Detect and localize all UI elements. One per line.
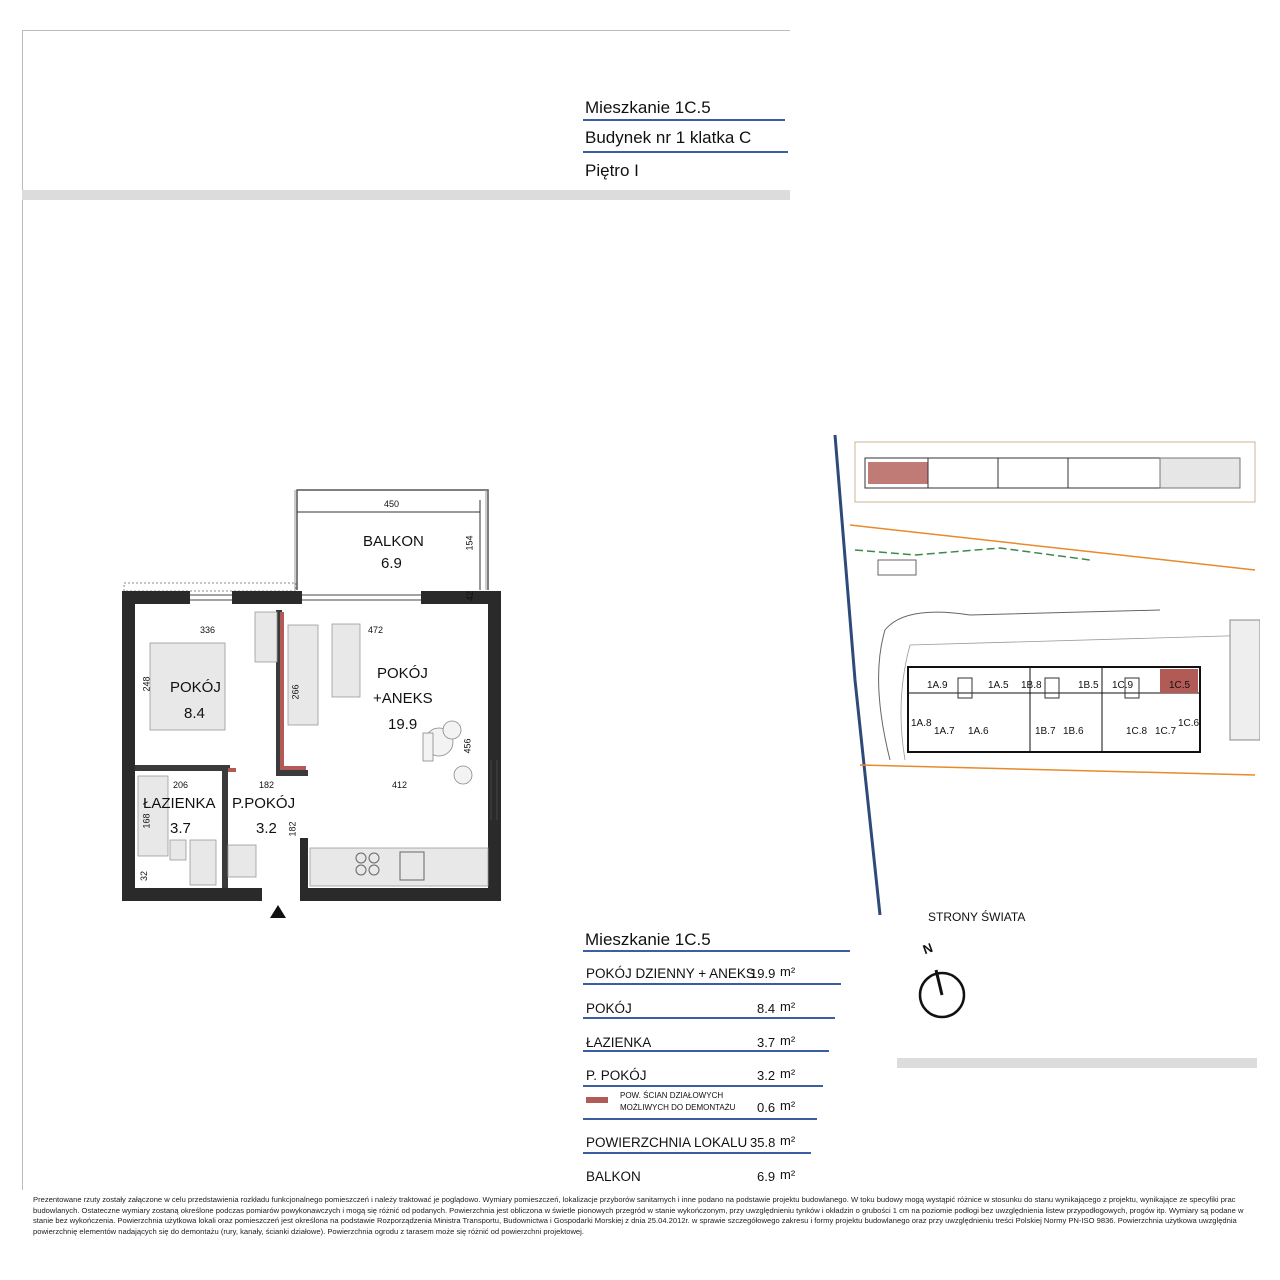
header-apartment: Mieszkanie 1C.5 bbox=[585, 98, 711, 117]
balcony-summary-unit: m² bbox=[780, 1167, 796, 1182]
summary-underline bbox=[583, 1152, 811, 1154]
balkon-label: BALKON bbox=[363, 533, 424, 550]
summary-title-underline bbox=[583, 950, 850, 952]
site-map-border bbox=[835, 435, 880, 915]
summary-underline bbox=[583, 1017, 835, 1019]
unit-label-highlight: 1C.5 bbox=[1169, 680, 1191, 691]
lazienka-label: ŁAZIENKA bbox=[143, 795, 216, 812]
balcony-summary-value: 6.9 bbox=[757, 1169, 776, 1184]
walls-value: 0.6 bbox=[757, 1100, 776, 1115]
unit-label: 1C.8 bbox=[1126, 726, 1148, 737]
compass-gray-bar bbox=[897, 1058, 1257, 1068]
dim-206: 206 bbox=[173, 780, 189, 790]
unit-label: 1A.8 bbox=[911, 718, 932, 729]
dim-472: 472 bbox=[368, 625, 384, 635]
przedpokoj-area: 3.2 bbox=[256, 820, 277, 837]
dim-182a: 182 bbox=[259, 780, 275, 790]
dim-154: 154 bbox=[464, 535, 475, 551]
summary-underline bbox=[583, 1085, 823, 1087]
dim-336: 336 bbox=[200, 625, 216, 635]
dim-412: 412 bbox=[392, 780, 408, 790]
dim-248: 248 bbox=[141, 676, 152, 692]
unit-label: 1B.7 bbox=[1035, 726, 1056, 737]
summary-underline bbox=[583, 1118, 817, 1120]
walls-label-2: MOŻLIWYCH DO DEMONTAŻU bbox=[620, 1103, 736, 1112]
balkon-area: 6.9 bbox=[381, 555, 402, 572]
walls-label-1: POW. ŚCIAN DZIAŁOWYCH bbox=[620, 1091, 724, 1100]
summary-row-label: POKÓJ bbox=[586, 1001, 632, 1016]
total-value: 35.8 bbox=[750, 1135, 776, 1150]
summary-row-unit: m² bbox=[780, 1066, 796, 1081]
summary-row-unit: m² bbox=[780, 964, 796, 979]
compass-north-label: N bbox=[920, 939, 935, 958]
header-underline-2 bbox=[583, 151, 788, 153]
pokoj-aneks-label-1: POKÓJ bbox=[377, 665, 428, 682]
compass-title: STRONY ŚWIATA bbox=[928, 910, 1026, 924]
summary-underline bbox=[583, 983, 841, 985]
summary-row-value: 3.7 bbox=[757, 1035, 776, 1050]
summary-underline bbox=[583, 1050, 829, 1052]
unit-label: 1B.5 bbox=[1078, 680, 1099, 691]
pokoj-area: 8.4 bbox=[184, 705, 205, 722]
pokoj-label: POKÓJ bbox=[170, 679, 221, 696]
balcony-summary-label: BALKON bbox=[586, 1169, 641, 1184]
summary-title: Mieszkanie 1C.5 bbox=[585, 930, 711, 949]
total-unit: m² bbox=[780, 1133, 796, 1148]
dim-456: 456 bbox=[462, 738, 473, 754]
header-underline-1 bbox=[583, 119, 785, 121]
summary-row-value: 3.2 bbox=[757, 1068, 776, 1083]
summary-row-unit: m² bbox=[780, 1033, 796, 1048]
dim-450: 450 bbox=[384, 499, 400, 509]
summary-row-label: ŁAZIENKA bbox=[586, 1035, 652, 1050]
przedpokoj-label: P.POKÓJ bbox=[232, 795, 296, 812]
summary-row-unit: m² bbox=[780, 999, 796, 1014]
unit-label: 1B.8 bbox=[1021, 680, 1042, 691]
unit-label: 1C.9 bbox=[1112, 680, 1134, 691]
unit-label: 1B.6 bbox=[1063, 726, 1084, 737]
dim-42: 42 bbox=[465, 590, 476, 602]
dim-266: 266 bbox=[290, 684, 301, 700]
walls-unit: m² bbox=[780, 1098, 796, 1113]
demolishable-walls-swatch bbox=[586, 1097, 608, 1103]
dim-32: 32 bbox=[139, 870, 150, 882]
site-map bbox=[830, 430, 1260, 920]
pokoj-aneks-label-2: +ANEKS bbox=[373, 690, 433, 707]
unit-label: 1A.7 bbox=[934, 726, 955, 737]
footer-disclaimer: Prezentowane rzuty zostały załączone w celu przedstawienia rozkładu funkcjonalnego pomieszczeń i należy traktować je poglądowo. Wymiary pomieszczeń, lokalizacje przyborów sanitarnych i inne podano na podstawie projektu budowlanego. W toku budowy mogą wystąpić różnice w stosunku do stanu wynikającego z projektu, wynikające ze specyfiki prac budowlanych. Ostateczne wymiary zostaną określone podczas pomiarów powykonawczych i mogą się różnić od podanych. Powierzchnia jest obliczona w świetle pionowych przegród w stanie wykończonym, przy uwzględnieniu tynków i okładzin o grubości 1 cm na poziomie podłogi bez uwzględnienia listew przypodłogowych, progów itp. Wymiary są podane w stanie bez wykończenia. Powierzchnia użytkowa lokali oraz pomieszczeń jest określona na podstawie Rozporządzenia Ministra Transportu, Budownictwa i Gospodarki Morskiej z dnia 25.04.2012r. w sprawie szczegółowego zakresu i formy projektu budowlanego oraz przy uwzględnieniu treści Polskiej Normy PN-ISO 9836. Powierzchnia użytkowa uwzględnia powierzchnię elementów nadających się do demontażu (rury, kanały, ścianki działowe). Powierzchnia ogrodu z tarasem może się różnić od powierzchni projektowej. bbox=[33, 1195, 1244, 1236]
unit-label: 1A.5 bbox=[988, 680, 1009, 691]
total-label: POWIERZCHNIA LOKALU bbox=[586, 1135, 748, 1150]
lazienka-area: 3.7 bbox=[170, 820, 191, 837]
summary-row-value: 19.9 bbox=[750, 966, 776, 981]
unit-label: 1A.6 bbox=[968, 726, 989, 737]
unit-label: 1A.9 bbox=[927, 680, 948, 691]
summary-row-label: P. POKÓJ bbox=[586, 1068, 647, 1083]
compass-icon bbox=[912, 955, 972, 1035]
pokoj-aneks-area: 19.9 bbox=[388, 716, 418, 733]
unit-label: 1C.6 bbox=[1178, 718, 1200, 729]
entry-arrow bbox=[270, 905, 286, 918]
unit-label: 1C.7 bbox=[1155, 726, 1177, 737]
header-floor: Piętro I bbox=[585, 161, 639, 180]
dim-182b: 182 bbox=[287, 821, 298, 837]
dim-168: 168 bbox=[141, 813, 152, 829]
summary-row-label: POKÓJ DZIENNY + ANEKS bbox=[586, 966, 755, 981]
header-building: Budynek nr 1 klatka C bbox=[585, 128, 752, 147]
summary-row-value: 8.4 bbox=[757, 1001, 776, 1016]
building-outline bbox=[908, 667, 1200, 752]
